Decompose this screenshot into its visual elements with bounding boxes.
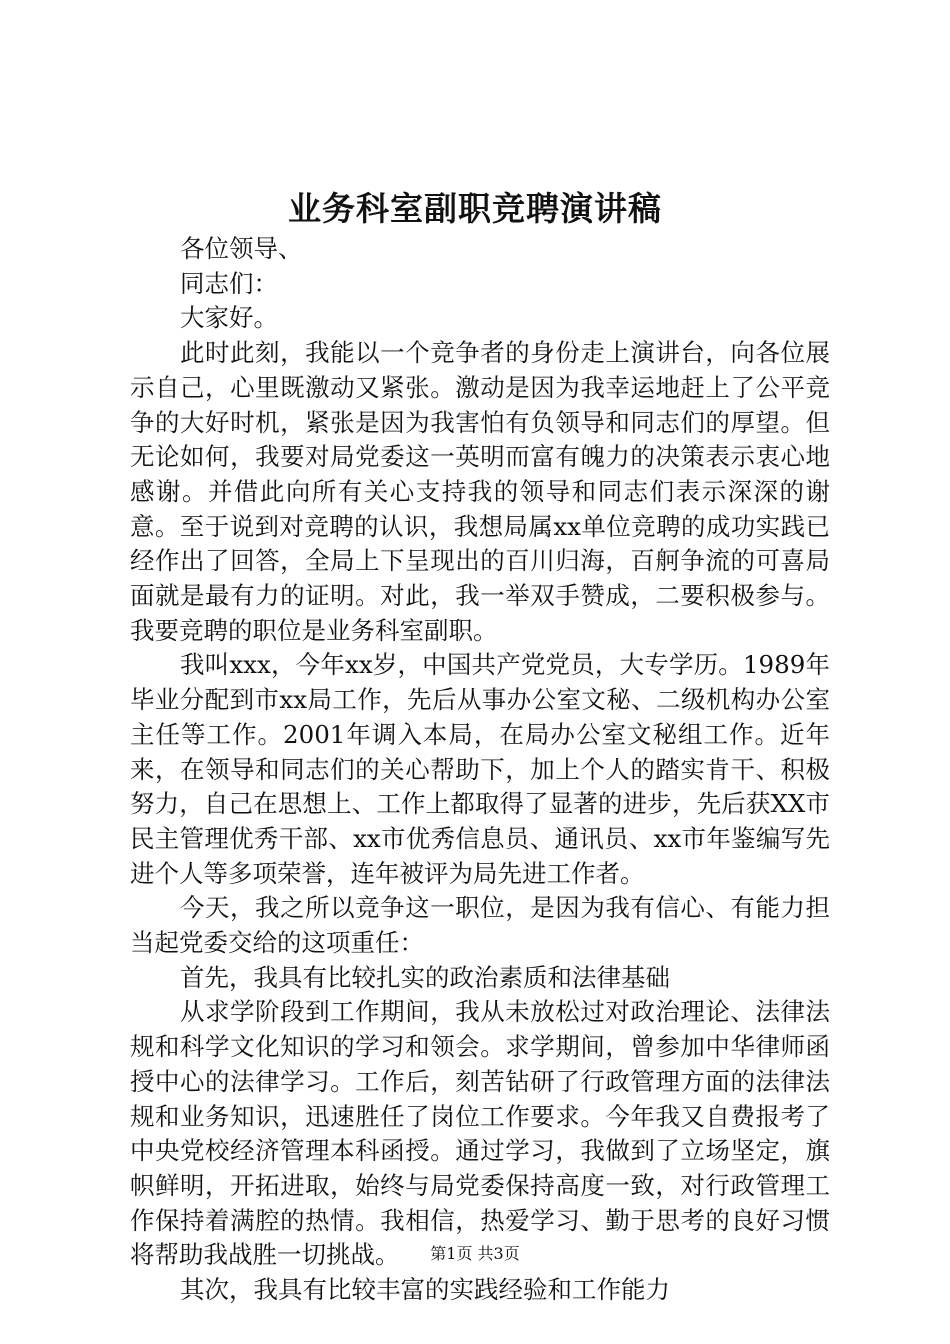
paragraph-introduction: 此时此刻，我能以一个竞争者的身份走上演讲台，向各位展示自己，心里既激动又紧张。激动是因为我幸运地赶上了公平竞争的大好时机，紧张是因为我害怕有负领导和同志们的厚望。但无论如何，我要对局党委这一英明而富有魄力的决策表示衷心地感谢。并借此向所有关心支持我的领导和同志们表示深深的谢意。至于说到对竞聘的认识，我想局属xx单位竞聘的成功实践已经作出了回答，全局上下呈现出的百川归海，百舸争流的可喜局面就是最有力的证明。对此，我一举双手赞成，二要积极参与。我要竞聘的职位是业务科室副职。 [130, 338, 830, 645]
paragraph-salutation-comrades: 同志们： [180, 268, 278, 298]
paragraph-study-experience: 从求学阶段到工作期间，我从未放松过对政治理论、法律法规和科学文化知识的学习和领会。求学期间，曾参加中华律师函授中心的法律学习。工作后，刻苦钻研了行政管理方面的法律法规和业务知识，迅速胜任了岗位工作要求。今年我又自费报考了中央党校经济管理本科函授。通过学习，我做到了立场坚定，旗帜鲜明，开拓进取，始终与局党委保持高度一致，对行政管理工作保持着满腔的热情。我相信，热爱学习、勤于思考的良好习惯将帮助我战胜一切挑战。 [130, 997, 830, 1270]
paragraph-salutation-leaders: 各位领导、 [180, 234, 303, 263]
paragraph-motivation: 今天，我之所以竞争这一职位，是因为我有信心、有能力担当起党委交给的这项重任： [130, 893, 830, 958]
document-title: 业务科室副职竞聘演讲稿 [288, 189, 662, 228]
paragraph-heading-second: 其次，我具有比较丰富的实践经验和工作能力 [180, 1275, 670, 1305]
paragraph-heading-first: 首先，我具有比较扎实的政治素质和法律基础 [180, 962, 670, 992]
paragraph-greeting: 大家好。 [180, 303, 278, 333]
document-body [130, 232, 830, 1308]
page-number-footer: 第1页 共3页 [430, 1244, 520, 1263]
paragraph-personal-background: 我叫xxx，今年xx岁，中国共产党党员，大专学历。1989年毕业分配到市xx局工作，先后从事办公室文秘、二级机构办公室主任等工作。2001年调入本局，在局办公室文秘组工作。近年来，在领导和同志们的关心帮助下，加上个人的踏实肯干、积极努力，自己在思想上、工作上都取得了显著的进步，先后获XX市民主管理优秀干部、xx市优秀信息员、通讯员、xx市年鉴编写先进个人等多项荣誉，连年被评为局先进工作者。 [130, 650, 830, 888]
